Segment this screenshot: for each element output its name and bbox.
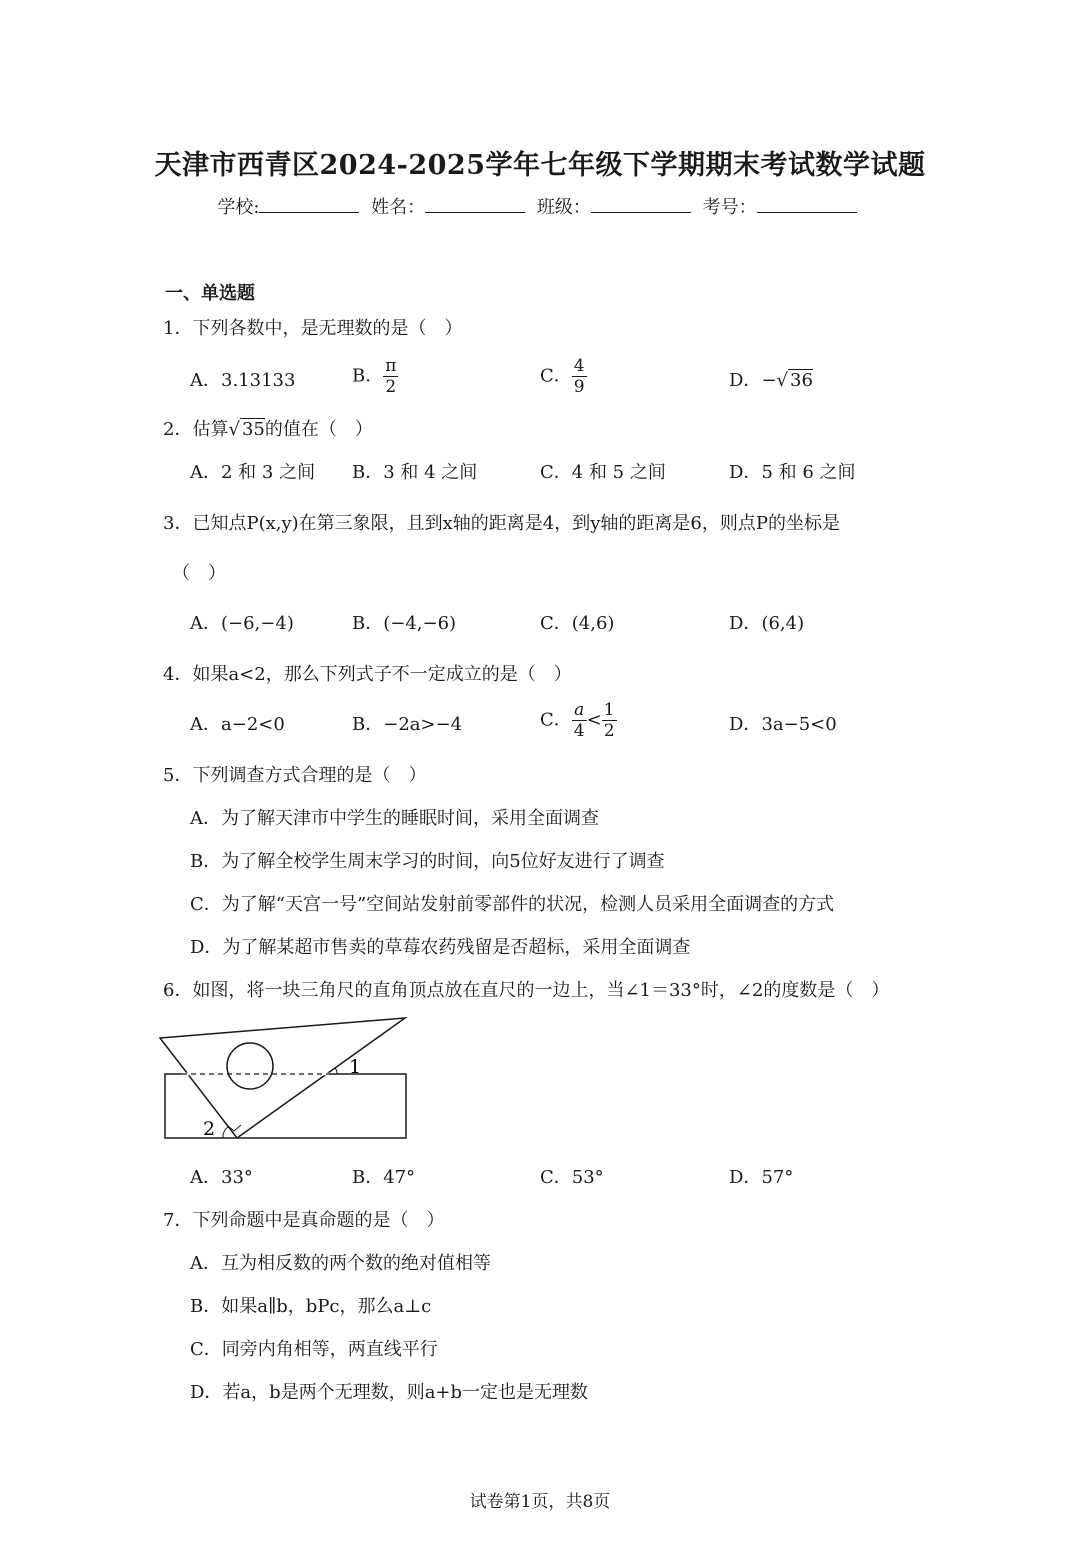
option-label: B． bbox=[190, 851, 222, 872]
name-field-blank[interactable] bbox=[425, 196, 525, 213]
school-field-blank[interactable] bbox=[259, 196, 359, 213]
option-text: 为了解某超市售卖的草莓农药残留是否超标，采用全面调查 bbox=[222, 937, 691, 958]
question-3-line2: （ ） bbox=[172, 563, 226, 584]
angle-2-label: 2 bbox=[203, 1118, 216, 1140]
option-2a bbox=[190, 458, 315, 484]
option-label: B． bbox=[352, 714, 384, 735]
option-2c bbox=[540, 458, 666, 484]
question-text: 如图，将一块三角尺的直角顶点放在直尺的一边上，当∠1＝33°时，∠2的度数是（ ） bbox=[192, 980, 890, 1001]
question-2 bbox=[163, 415, 373, 441]
option-6c bbox=[540, 1163, 604, 1189]
option-1c bbox=[540, 356, 587, 397]
option-5b bbox=[190, 847, 665, 873]
student-info-fields bbox=[0, 193, 1080, 219]
question-5 bbox=[163, 761, 426, 787]
less-than-sign: < bbox=[586, 709, 602, 731]
exam-number-field-label: 考号： bbox=[702, 197, 757, 218]
option-text: 同旁内角相等，两直线平行 bbox=[221, 1339, 438, 1360]
question-number: 6． bbox=[163, 980, 193, 1001]
option-label: C． bbox=[190, 894, 222, 915]
option-1a bbox=[190, 366, 295, 392]
option-3c bbox=[540, 609, 614, 635]
option-label: B． bbox=[352, 613, 384, 634]
denominator: 2 bbox=[385, 377, 397, 397]
option-label: D． bbox=[190, 1382, 223, 1403]
option-4d bbox=[729, 710, 837, 736]
angle-1-arc bbox=[335, 1068, 337, 1074]
option-label: C． bbox=[540, 613, 572, 634]
option-label: A． bbox=[190, 613, 221, 634]
option-3a bbox=[190, 609, 294, 635]
fraction bbox=[383, 356, 398, 397]
option-label: B． bbox=[352, 462, 384, 483]
option-text: 若a，b是两个无理数，则a+b一定也是无理数 bbox=[222, 1382, 589, 1403]
exam-title: 天津市西青区2024-2025学年七年级下学期期末考试数学试题 bbox=[154, 150, 926, 181]
option-5a bbox=[190, 804, 599, 830]
radicand: 36 bbox=[790, 370, 813, 391]
ruler-rectangle bbox=[165, 1074, 406, 1138]
option-text: 47° bbox=[383, 1167, 416, 1188]
option-label: D． bbox=[729, 462, 762, 483]
option-text: 为了解全校学生周末学习的时间，向5位好友进行了调查 bbox=[221, 851, 665, 872]
option-text: 互为相反数的两个数的绝对值相等 bbox=[221, 1253, 491, 1274]
question-number: 5． bbox=[163, 765, 193, 786]
option-label: D． bbox=[729, 1167, 762, 1188]
option-7d bbox=[190, 1378, 588, 1404]
option-label: D． bbox=[190, 937, 223, 958]
option-1d bbox=[729, 366, 813, 392]
question-number: 2． bbox=[163, 419, 193, 440]
ruler-triangle-figure bbox=[155, 1012, 417, 1144]
option-label: A． bbox=[190, 1167, 221, 1188]
option-label: B． bbox=[190, 1296, 222, 1317]
triangle-ruler bbox=[160, 1018, 405, 1138]
question-text: 已知点P(x,y)在第三象限，且到x轴的距离是4，到y轴的距离是6，则点P的坐标是 bbox=[192, 513, 840, 534]
question-number: 4． bbox=[163, 664, 193, 685]
question-1 bbox=[163, 314, 462, 340]
page-footer: 试卷第1页，共8页 bbox=[469, 1492, 611, 1512]
option-label: A． bbox=[190, 370, 221, 391]
option-label: B． bbox=[352, 365, 384, 387]
option-label: D． bbox=[729, 613, 762, 634]
option-text: 53° bbox=[571, 1167, 604, 1188]
option-4c bbox=[540, 700, 617, 741]
option-text: a−2<0 bbox=[221, 714, 285, 735]
option-4a bbox=[190, 710, 285, 736]
class-field-blank[interactable] bbox=[591, 196, 691, 213]
option-label: C． bbox=[540, 709, 572, 731]
denominator: 4 bbox=[573, 721, 585, 741]
option-4b bbox=[352, 710, 462, 736]
option-6d bbox=[729, 1163, 793, 1189]
option-1b bbox=[352, 356, 398, 397]
denominator: 9 bbox=[573, 377, 585, 397]
option-label: C． bbox=[540, 1167, 572, 1188]
option-7a bbox=[190, 1249, 491, 1275]
option-text: −2a>−4 bbox=[383, 714, 463, 735]
option-label: C． bbox=[540, 365, 572, 387]
radicand: 35 bbox=[241, 419, 265, 440]
question-text: 下列调查方式合理的是（ ） bbox=[192, 765, 427, 786]
option-text: 3.13133 bbox=[221, 370, 296, 391]
section-heading: 一、单选题 bbox=[165, 283, 255, 304]
numerator: a bbox=[572, 700, 587, 721]
option-label: A． bbox=[190, 462, 221, 483]
option-3b bbox=[352, 609, 456, 635]
option-label: A． bbox=[190, 1253, 221, 1274]
option-text: (6,4) bbox=[761, 613, 805, 634]
option-text: 2 和 3 之间 bbox=[221, 462, 316, 483]
option-2d bbox=[729, 458, 856, 484]
option-7b bbox=[190, 1292, 431, 1318]
option-label: B． bbox=[352, 1167, 384, 1188]
fraction bbox=[572, 356, 587, 397]
question-number: 3． bbox=[163, 513, 193, 534]
option-text: 为了解天津市中学生的睡眠时间，采用全面调查 bbox=[221, 808, 599, 829]
option-2b bbox=[352, 458, 477, 484]
question-text-after: 的值在（ ） bbox=[264, 419, 373, 440]
option-label: D． bbox=[729, 714, 762, 735]
question-6 bbox=[163, 976, 889, 1002]
option-label: C． bbox=[190, 1339, 222, 1360]
option-text: 33° bbox=[221, 1167, 253, 1188]
option-text: 57° bbox=[761, 1167, 794, 1188]
option-text: 如果a∥b，bPc，那么a⊥c bbox=[221, 1296, 432, 1317]
option-text: (4,6) bbox=[571, 613, 615, 634]
option-label: C． bbox=[540, 462, 572, 483]
fraction bbox=[572, 700, 587, 741]
angle-1-label: 1 bbox=[349, 1056, 362, 1078]
angle-2-arc bbox=[223, 1126, 229, 1138]
question-7 bbox=[163, 1206, 444, 1232]
question-number: 7． bbox=[163, 1210, 193, 1231]
option-text: 3a−5<0 bbox=[761, 714, 837, 735]
option-6b bbox=[352, 1163, 415, 1189]
option-3d bbox=[729, 609, 804, 635]
exam-number-field-blank[interactable] bbox=[757, 196, 857, 213]
question-3 bbox=[163, 509, 840, 535]
option-text: 3 和 4 之间 bbox=[383, 462, 478, 483]
sqrt-symbol: √ bbox=[228, 419, 240, 440]
question-text: 下列命题中是真命题的是（ ） bbox=[192, 1210, 445, 1231]
option-label: D． bbox=[729, 370, 762, 391]
numerator: 1 bbox=[603, 700, 615, 720]
sqrt-symbol: √ bbox=[776, 370, 789, 391]
option-text: 为了解“天宫一号”空间站发射前零部件的状况，检测人员采用全面调查的方式 bbox=[221, 894, 835, 915]
question-number: 1． bbox=[163, 318, 193, 339]
option-text: 4 和 5 之间 bbox=[571, 462, 666, 483]
numerator: π bbox=[385, 356, 397, 376]
option-7c bbox=[190, 1335, 438, 1361]
numerator: 4 bbox=[573, 356, 585, 376]
question-4 bbox=[163, 660, 572, 686]
minus-sign: − bbox=[761, 370, 777, 391]
option-label: A． bbox=[190, 808, 221, 829]
class-field-label: 班级： bbox=[536, 197, 591, 218]
denominator: 2 bbox=[603, 721, 615, 741]
option-5d bbox=[190, 933, 690, 959]
option-5c bbox=[190, 890, 834, 916]
option-text: (−6,−4) bbox=[221, 613, 294, 634]
option-text: 5 和 6 之间 bbox=[761, 462, 856, 483]
option-text: (−4,−6) bbox=[383, 613, 457, 634]
question-text: 如果a<2，那么下列式子不一定成立的是（ ） bbox=[192, 664, 572, 685]
question-text-before: 估算 bbox=[192, 419, 229, 440]
fraction bbox=[602, 700, 617, 741]
option-6a bbox=[190, 1163, 253, 1189]
option-label: A． bbox=[190, 714, 221, 735]
school-field-label: 学校: bbox=[217, 197, 260, 218]
triangle-hole-circle bbox=[227, 1043, 273, 1089]
question-text: 下列各数中，是无理数的是（ ） bbox=[192, 318, 463, 339]
name-field-label: 姓名： bbox=[371, 197, 426, 218]
